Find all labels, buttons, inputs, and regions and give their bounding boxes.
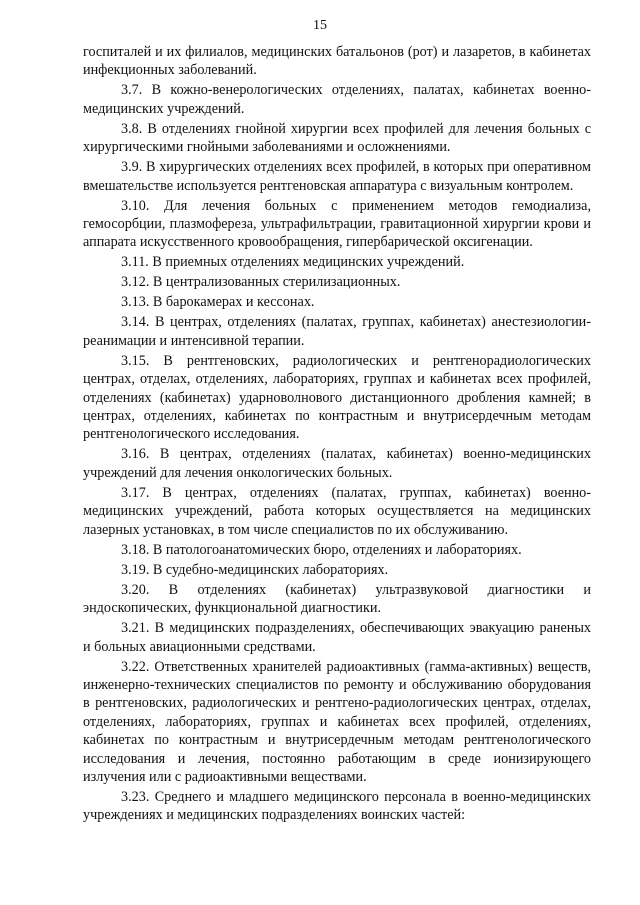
paragraph-3-19: 3.19. В судебно-медицинских лабораториях.: [121, 561, 389, 578]
document-body: [83, 43, 591, 826]
paragraph-3-23: 3.23. Среднего и младшего медицинского персонала в военно-медицинских учреждениях и медицинских подразделениях воинских частей:: [83, 788, 591, 824]
paragraph-3-10: 3.10. Для лечения больных с применением методов гемодиализа, гемосорбции, плазмофереза, ультрафильтрации, гравитационной хирургии крови и аппарата искусственного кровообращения, гипербарической оксигенации.: [83, 197, 591, 251]
paragraph-3-11: 3.11. В приемных отделениях медицинских учреждений.: [121, 254, 465, 271]
paragraph-3-12: 3.12. В централизованных стерилизационных.: [121, 274, 401, 291]
paragraph-3-17: 3.17. В центрах, отделениях (палатах, группах, кабинетах) военно-медицинских учреждений, работа которых осуществляется на медицинских лазерных установках, в том числе специалистов по их обслуживанию.: [83, 484, 591, 538]
paragraph-3-14: 3.14. В центрах, отделениях (палатах, группах, кабинетах) анестезиологии-реанимации и интенсивной терапии.: [83, 314, 591, 349]
paragraph-3-18: 3.18. В патологоанатомических бюро, отделениях и лабораториях.: [121, 541, 522, 558]
paragraph-3-22: 3.22. Ответственных хранителей радиоактивных (гамма-активных) веществ, инженерно-технических специалистов по ремонту и обслуживанию оборудования в рентгеновских, радиологических и рентгено-радиологических центрах, отделах, отделениях, лабораториях, группах и кабинетах всех профилей, отделениях, кабинетах по контрастным и внутрисердечным методам рентгенологического исследования и лечения, постоянно работающим в среде ионизирующего излучения или с радиоактивными веществами.: [83, 658, 591, 785]
paragraph-3-21: 3.21. В медицинских подразделениях, обеспечивающих эвакуацию раненых и больных авиационными средствами.: [83, 620, 591, 655]
paragraph-3-9: 3.9. В хирургических отделениях всех профилей, в которых при оперативном вмешательстве используется рентгеновская аппаратура с визуальным контролем.: [83, 159, 591, 194]
page-number: 15: [313, 18, 327, 33]
paragraph-3-7: 3.7. В кожно-венерологических отделениях, палатах, кабинетах военно-медицинских учреждений.: [83, 82, 591, 117]
paragraph-3-16: 3.16. В центрах, отделениях (палатах, кабинетах) военно-медицинских учреждений для лечения онкологических больных.: [83, 446, 591, 481]
paragraph-3-8: 3.8. В отделениях гнойной хирургии всех профилей для лечения больных с хирургическими гнойными заболеваниями и осложнениями.: [83, 120, 591, 156]
paragraph-continuation: госпиталей и их филиалов, медицинских батальонов (рот) и лазаретов, в кабинетах инфекционных заболеваний.: [83, 44, 591, 79]
paragraph-3-13: 3.13. В барокамерах и кессонах.: [121, 294, 315, 311]
paragraph-3-20: 3.20. В отделениях (кабинетах) ультразвуковой диагностики и эндоскопических, функциональной диагностики.: [83, 581, 591, 617]
paragraph-3-15: 3.15. В рентгеновских, радиологических и рентгенорадиологических центрах, отделах, отделениях, лабораториях, группах и кабинетах всех профилей, отделениях (кабинетах) ударноволнового дистанционного дробления камней; в центрах, отделениях, кабинетах по контрастным и внутрисердечным методам рентгенологического исследования.: [83, 352, 591, 443]
